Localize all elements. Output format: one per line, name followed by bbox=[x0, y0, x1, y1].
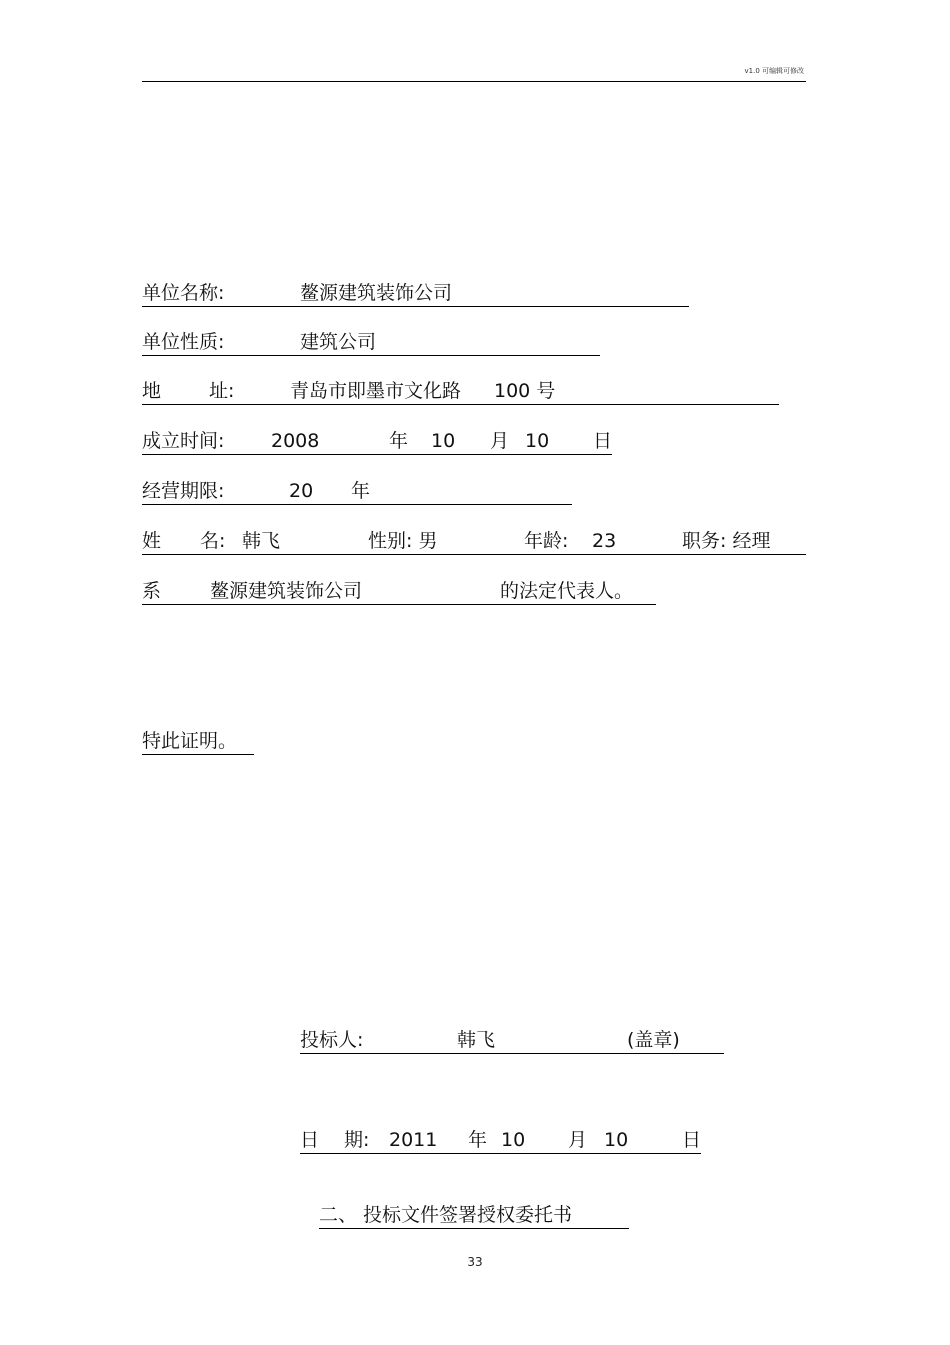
unit-nature-value: 建筑公司 bbox=[300, 331, 377, 353]
header-rule bbox=[142, 81, 806, 82]
position-text: 职务: 经理 bbox=[682, 530, 771, 552]
relation-line bbox=[142, 578, 656, 605]
address-line bbox=[142, 378, 779, 405]
version-note: v1.0 可编辑可修改 bbox=[744, 67, 804, 75]
section-heading-text: 二、 投标文件签署授权委托书 bbox=[319, 1204, 573, 1226]
relation-suffix: 的法定代表人。 bbox=[500, 580, 634, 602]
date-label-1: 日 bbox=[300, 1129, 320, 1151]
bidder-label: 投标人: bbox=[300, 1029, 364, 1051]
unit-nature-label: 单位性质: bbox=[142, 331, 225, 353]
unit-name-value: 鳌源建筑装饰公司 bbox=[300, 282, 453, 304]
date-label-2: 期: bbox=[344, 1129, 370, 1151]
founded-month: 10 bbox=[431, 430, 456, 452]
name-label-2: 名: bbox=[200, 530, 226, 552]
address-number: 100 号 bbox=[494, 380, 556, 402]
founded-year: 2008 bbox=[271, 430, 320, 452]
address-label-1: 地 bbox=[142, 380, 162, 402]
relation-company: 鳌源建筑装饰公司 bbox=[210, 580, 363, 602]
date-month: 10 bbox=[501, 1129, 526, 1151]
unit-name-label: 单位名称: bbox=[142, 282, 225, 304]
unit-name-line bbox=[142, 280, 689, 307]
date-year-char: 年 bbox=[468, 1129, 488, 1151]
date-year: 2011 bbox=[389, 1129, 438, 1151]
founded-day-char: 日 bbox=[593, 430, 613, 452]
name-value: 韩飞 bbox=[242, 530, 281, 552]
founded-line bbox=[142, 428, 612, 455]
address-value: 青岛市即墨市文化路 bbox=[290, 380, 462, 402]
term-value: 20 bbox=[289, 480, 314, 502]
age-label: 年龄: bbox=[524, 530, 569, 552]
date-day: 10 bbox=[604, 1129, 629, 1151]
unit-nature-line bbox=[142, 329, 600, 356]
page-number: 33 bbox=[467, 1255, 483, 1269]
founded-label: 成立时间: bbox=[142, 430, 225, 452]
certify-text: 特此证明。 bbox=[142, 730, 238, 752]
section-heading bbox=[319, 1202, 629, 1229]
founded-year-char: 年 bbox=[389, 430, 409, 452]
name-label-1: 姓 bbox=[142, 530, 162, 552]
certify-line bbox=[142, 728, 254, 755]
address-label-2: 址: bbox=[209, 380, 235, 402]
founded-month-char: 月 bbox=[490, 430, 510, 452]
term-label: 经营期限: bbox=[142, 480, 225, 502]
date-day-char: 日 bbox=[682, 1129, 702, 1151]
term-line bbox=[142, 478, 572, 505]
age-value: 23 bbox=[592, 530, 617, 552]
gender-text: 性别: 男 bbox=[368, 530, 438, 552]
term-unit: 年 bbox=[351, 480, 371, 502]
person-line bbox=[142, 528, 806, 555]
bidder-line bbox=[300, 1027, 724, 1054]
date-month-char: 月 bbox=[568, 1129, 588, 1151]
relation-prefix: 系 bbox=[142, 580, 162, 602]
date-line bbox=[300, 1127, 701, 1154]
seal-text: (盖章) bbox=[627, 1029, 680, 1051]
founded-day: 10 bbox=[525, 430, 550, 452]
bidder-name: 韩飞 bbox=[457, 1029, 496, 1051]
